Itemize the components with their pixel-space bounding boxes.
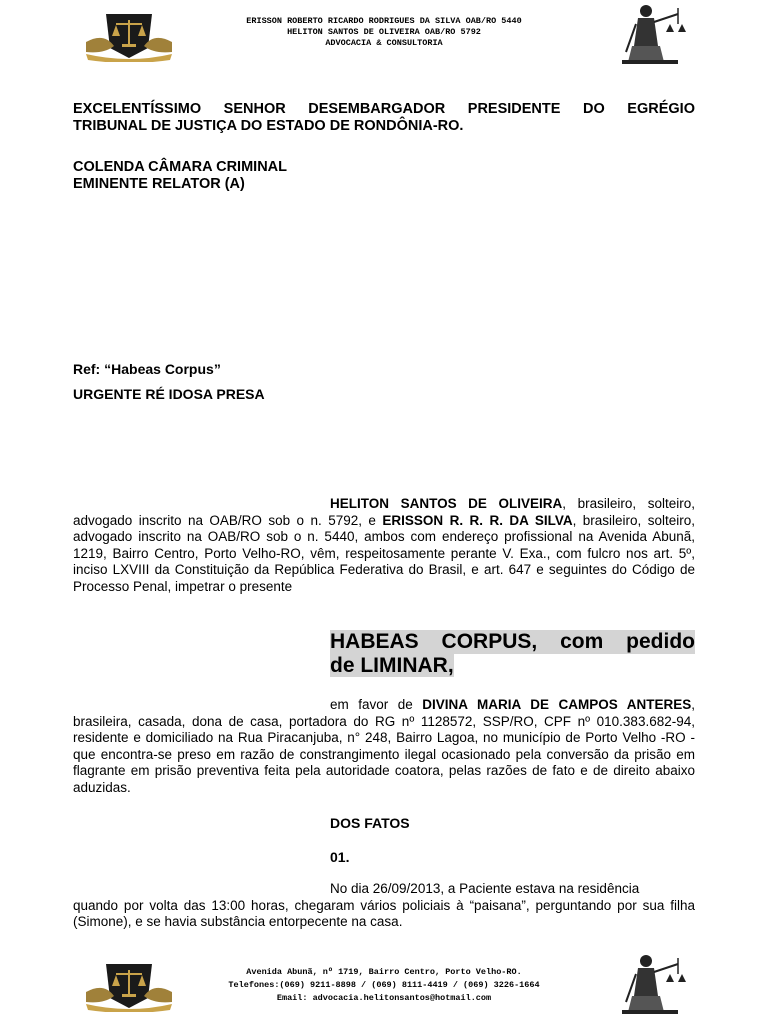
habeas-line-1: HABEAS CORPUS, com pedido (330, 630, 695, 653)
addressee (73, 101, 695, 134)
letterhead-line-2: HELITON SANTOS DE OLIVEIRA OAB/RO 5792 (287, 27, 481, 37)
chamber-line: COLENDA CÂMARA CRIMINAL (73, 159, 287, 175)
favor-lead: em favor de (330, 697, 423, 712)
letterhead-line-3: ADVOCACIA & CONSULTORIA (325, 38, 443, 48)
addressee-line-1: EXCELENTÍSSIMO SENHOR DESEMBARGADOR PRESIDENTE DO EGRÉGIO (73, 101, 695, 117)
intro-text-2: , brasileiro, solteiro, advogado inscrito na OAB/RO sob o n. 5440, ambos com endereço profissional na Avenida Abunã, 1219, Bairro Centro, Porto Velho-RO, vêm, respeitosamente perante V. Exa., com fulcro nos art. 5º, inciso LXVIII da Constituição da República Federativa do Brasil, e art. 647 e seguintes do Código de Processo Penal, impetrar o presente (73, 512, 695, 594)
urgent-line: URGENTE RÉ IDOSA PRESA (73, 386, 265, 402)
facts-paragraph (73, 881, 695, 931)
ref-label: Ref: (73, 361, 101, 377)
patient-name: DIVINA MARIA DE CAMPOS ANTERES (422, 697, 692, 712)
footer (0, 966, 768, 1005)
petitioner-name-1: HELITON SANTOS DE OLIVEIRA (330, 496, 563, 511)
footer-phones: Telefones:(069) 9211-8898 / (069) 8111-4419 / (069) 3226-1664 (228, 980, 540, 990)
facts-text: quando por volta das 13:00 horas, chegaram vários policiais à “paisana”, perguntando por sua filha (Simone), e se havia substância entorpecente na casa. (73, 897, 695, 929)
footer-address: Avenida Abunã, nº 1719, Bairro Centro, Porto Velho-RO. (246, 967, 522, 977)
petitioner-name-2: ERISSON R. R. R. DA SILVA (382, 512, 573, 528)
footer-email: Email: advocacia.helitonsantos@hotmail.com (276, 993, 492, 1003)
letterhead (0, 16, 768, 49)
chamber (73, 159, 287, 193)
letterhead-line-1: ERISSON ROBERTO RICARDO RODRIGUES DA SILVA OAB/RO 5440 (246, 16, 522, 26)
facts-heading: DOS FATOS (330, 815, 410, 831)
ref-line (73, 361, 221, 377)
habeas-line-2-wrap (330, 654, 695, 678)
relator-line: EMINENTE RELATOR (A) (73, 176, 245, 192)
favor-text: , brasileira, casada, dona de casa, portadora do RG nº 1128572, SSP/RO, CPF nº 010.383.682-94, residente e domiciliado na Rua Piracanjuba, n° 248, Bairro Lagoa, no município de Porto Velho -RO - que encontra-se preso em razão de constrangimento ilegal ocasionado pela conversão da prisão em flagrante em prisão preventiva feita pela autoridade coatora, pelas razões de fato e de direito abaixo aduzidas. (73, 697, 695, 795)
ref-value: “Habeas Corpus” (104, 361, 221, 377)
habeas-line-2: de LIMINAR, (330, 654, 454, 677)
facts-number: 01. (330, 849, 350, 865)
addressee-line-2: TRIBUNAL DE JUSTIÇA DO ESTADO DE RONDÔNIA-RO. (73, 117, 464, 134)
favor-paragraph (73, 697, 695, 796)
facts-lead: No dia 26/09/2013, a Paciente estava na residência (330, 881, 640, 896)
habeas-corpus-heading (330, 630, 695, 678)
intro-text-1: , brasileiro, solteiro, advogado inscrito na OAB/RO sob o n. 5792, e (73, 496, 695, 528)
intro-paragraph (73, 496, 695, 595)
